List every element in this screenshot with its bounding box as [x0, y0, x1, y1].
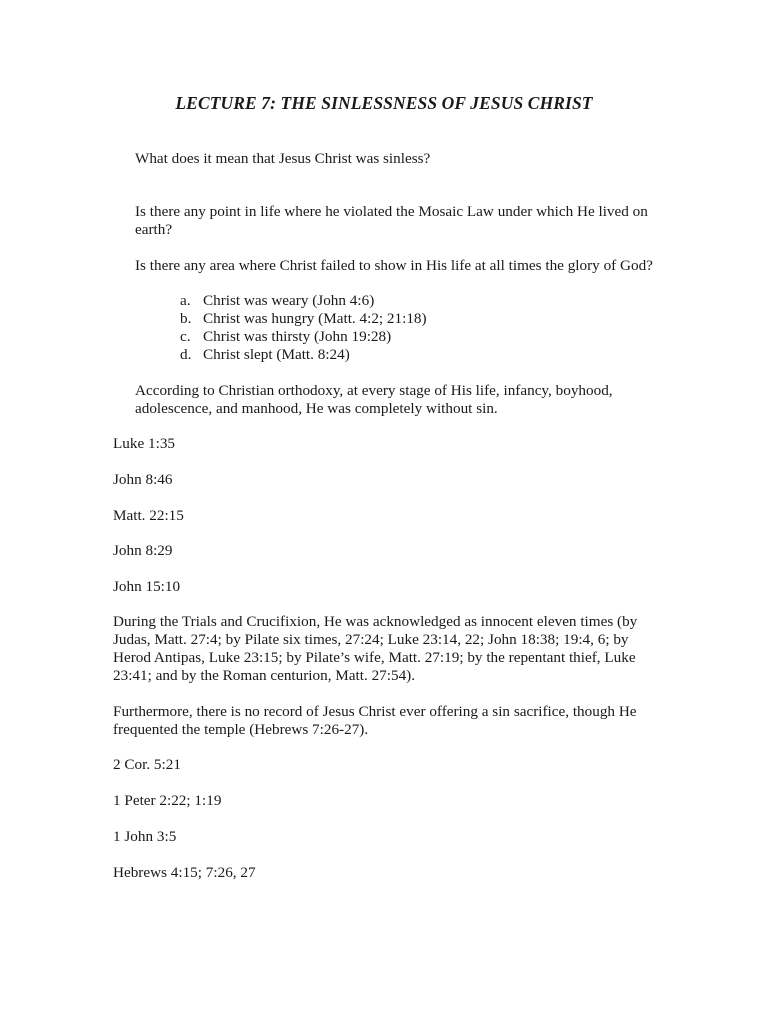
- list-item: Christ was thirsty (John 19:28): [203, 328, 392, 345]
- page-title: LECTURE 7: THE SINLESSNESS OF JESUS CHRIST: [175, 93, 593, 113]
- orthodoxy-paragraph-line-1: According to Christian orthodoxy, at every stage of His life, infancy, boyhood,: [135, 382, 613, 399]
- trials-paragraph-line: 23:41; and by the Roman centurion, Matt. 27:54).: [113, 667, 416, 684]
- scripture-reference: 1 Peter 2:22; 1:19: [113, 792, 222, 809]
- list-item-marker: c.: [180, 328, 191, 345]
- trials-paragraph-line: During the Trials and Crucifixion, He was acknowledged as innocent eleven times (by: [113, 613, 638, 630]
- scripture-reference: Hebrews 4:15; 7:26, 27: [113, 864, 256, 881]
- orthodoxy-paragraph-line-2: adolescence, and manhood, He was completely without sin.: [135, 400, 498, 417]
- trials-paragraph-line: Judas, Matt. 27:4; by Pilate six times, 27:24; Luke 23:14, 22; John 18:38; 19:4, 6; by: [113, 631, 629, 648]
- question-sinless: What does it mean that Jesus Christ was sinless?: [135, 150, 431, 167]
- scripture-reference: John 8:29: [113, 542, 173, 559]
- question-glory-of-god: Is there any area where Christ failed to show in His life at all times the glory of God?: [135, 257, 653, 274]
- list-item-marker: b.: [180, 310, 192, 327]
- furthermore-paragraph-line: Furthermore, there is no record of Jesus Christ ever offering a sin sacrifice, though He: [113, 703, 637, 720]
- list-item-marker: a.: [180, 292, 191, 309]
- list-item: Christ was weary (John 4:6): [203, 292, 375, 309]
- trials-paragraph-line: Herod Antipas, Luke 23:15; by Pilate’s wife, Matt. 27:19; by the repentant thief, Luke: [113, 649, 636, 666]
- question-mosaic-law-line-1: Is there any point in life where he violated the Mosaic Law under which He lived on: [135, 203, 648, 220]
- scripture-reference: Matt. 22:15: [113, 507, 184, 524]
- furthermore-paragraph-line: frequented the temple (Hebrews 7:26-27).: [113, 721, 369, 738]
- scripture-reference: 1 John 3:5: [113, 828, 177, 845]
- question-mosaic-law-line-2: earth?: [135, 221, 173, 238]
- list-item: Christ was hungry (Matt. 4:2; 21:18): [203, 310, 427, 327]
- scripture-reference: Luke 1:35: [113, 435, 176, 452]
- scripture-reference: John 15:10: [113, 578, 181, 595]
- list-item-marker: d.: [180, 346, 192, 363]
- list-item: Christ slept (Matt. 8:24): [203, 346, 350, 363]
- scripture-reference: John 8:46: [113, 471, 173, 488]
- scripture-reference: 2 Cor. 5:21: [113, 756, 181, 773]
